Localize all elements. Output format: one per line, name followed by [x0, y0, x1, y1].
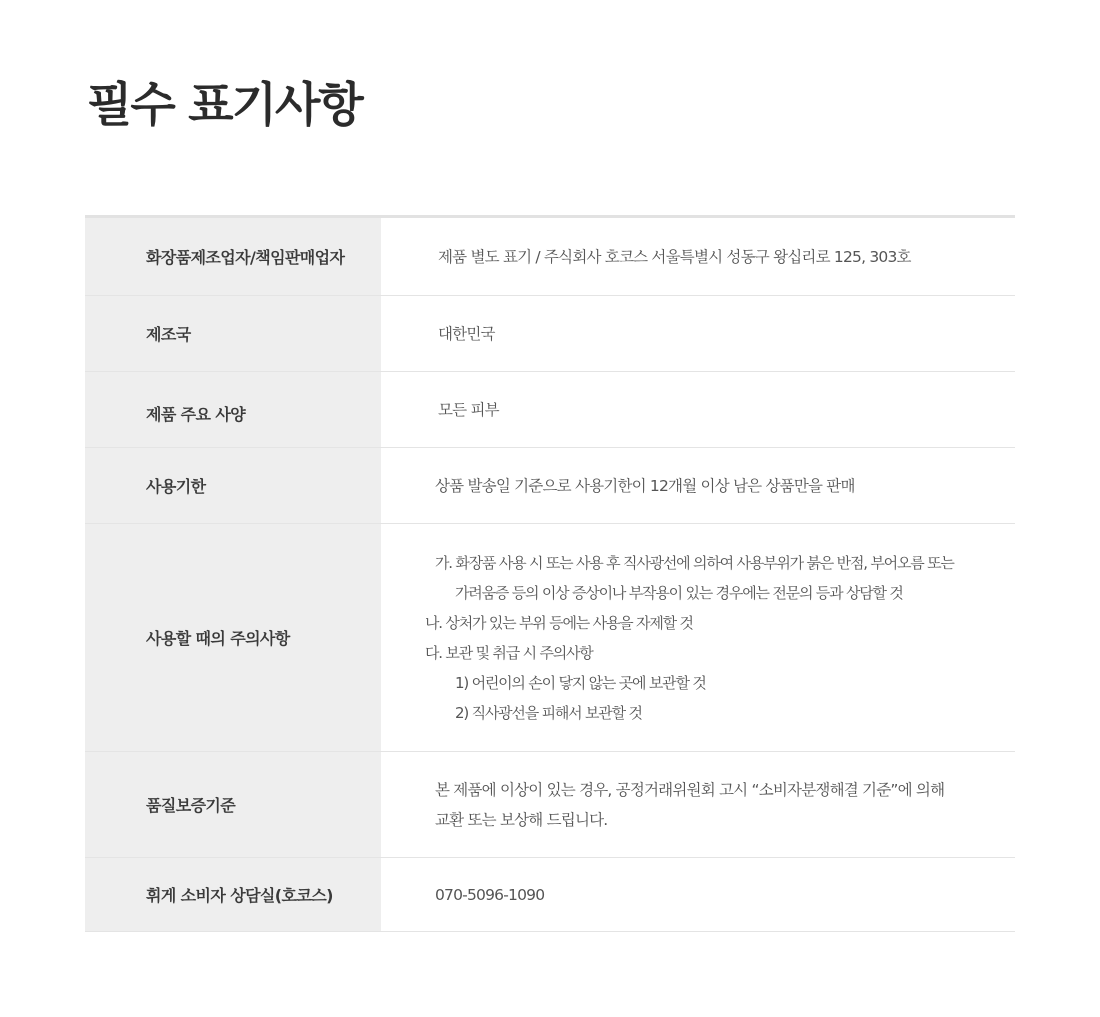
value-line: 본 제품에 이상이 있는 경우, 공정거래위원회 고시 “소비자분쟁해결 기준”에 의해 [435, 780, 945, 799]
row-label: 사용기한 [85, 448, 381, 523]
value-line: 1) 어린이의 손이 닿지 않는 곳에 보관할 것 [455, 673, 706, 692]
row-value [381, 372, 1015, 447]
value-line: 가려움증 등의 이상 증상이나 부작용이 있는 경우에는 전문의 등과 상담할 것 [455, 583, 903, 602]
value-line: 나. 상처가 있는 부위 등에는 사용을 자제할 것 [425, 613, 693, 632]
row-label: 제조국 [85, 296, 381, 371]
value-line: 2) 직사광선을 피해서 보관할 것 [455, 703, 642, 722]
table-row [85, 448, 1015, 524]
row-value [381, 448, 1015, 523]
row-label: 화장품제조업자/책임판매업자 [85, 218, 381, 295]
table-row [85, 752, 1015, 858]
table-row [85, 296, 1015, 372]
value-line: 모든 피부 [438, 400, 499, 419]
row-label: 제품 주요 사양 [85, 372, 381, 447]
value-line: 상품 발송일 기준으로 사용기한이 12개월 이상 남은 상품만을 판매 [435, 476, 855, 495]
value-line: 다. 보관 및 취급 시 주의사항 [425, 643, 593, 662]
value-line: 대한민국 [438, 324, 495, 343]
table-row [85, 218, 1015, 296]
row-value [381, 524, 1015, 751]
row-value [381, 296, 1015, 371]
value-line: 070-5096-1090 [435, 885, 545, 904]
table-row [85, 524, 1015, 752]
value-line: 교환 또는 보상해 드립니다. [435, 810, 608, 829]
row-label: 사용할 때의 주의사항 [85, 524, 381, 751]
row-value [381, 752, 1015, 857]
row-value [381, 858, 1015, 931]
value-line: 가. 화장품 사용 시 또는 사용 후 직사광선에 의하여 사용부위가 붉은 반점, 부어오름 또는 [435, 553, 954, 572]
table-row [85, 858, 1015, 932]
row-label: 품질보증기준 [85, 752, 381, 857]
page-title: 필수 표기사항 [87, 78, 362, 133]
row-value [381, 218, 1015, 295]
product-info-table [85, 215, 1015, 932]
row-label: 휘게 소비자 상담실(호코스) [85, 858, 381, 931]
table-row [85, 372, 1015, 448]
value-line: 제품 별도 표기 / 주식회사 호코스 서울특별시 성동구 왕십리로 125, 303호 [438, 247, 911, 266]
